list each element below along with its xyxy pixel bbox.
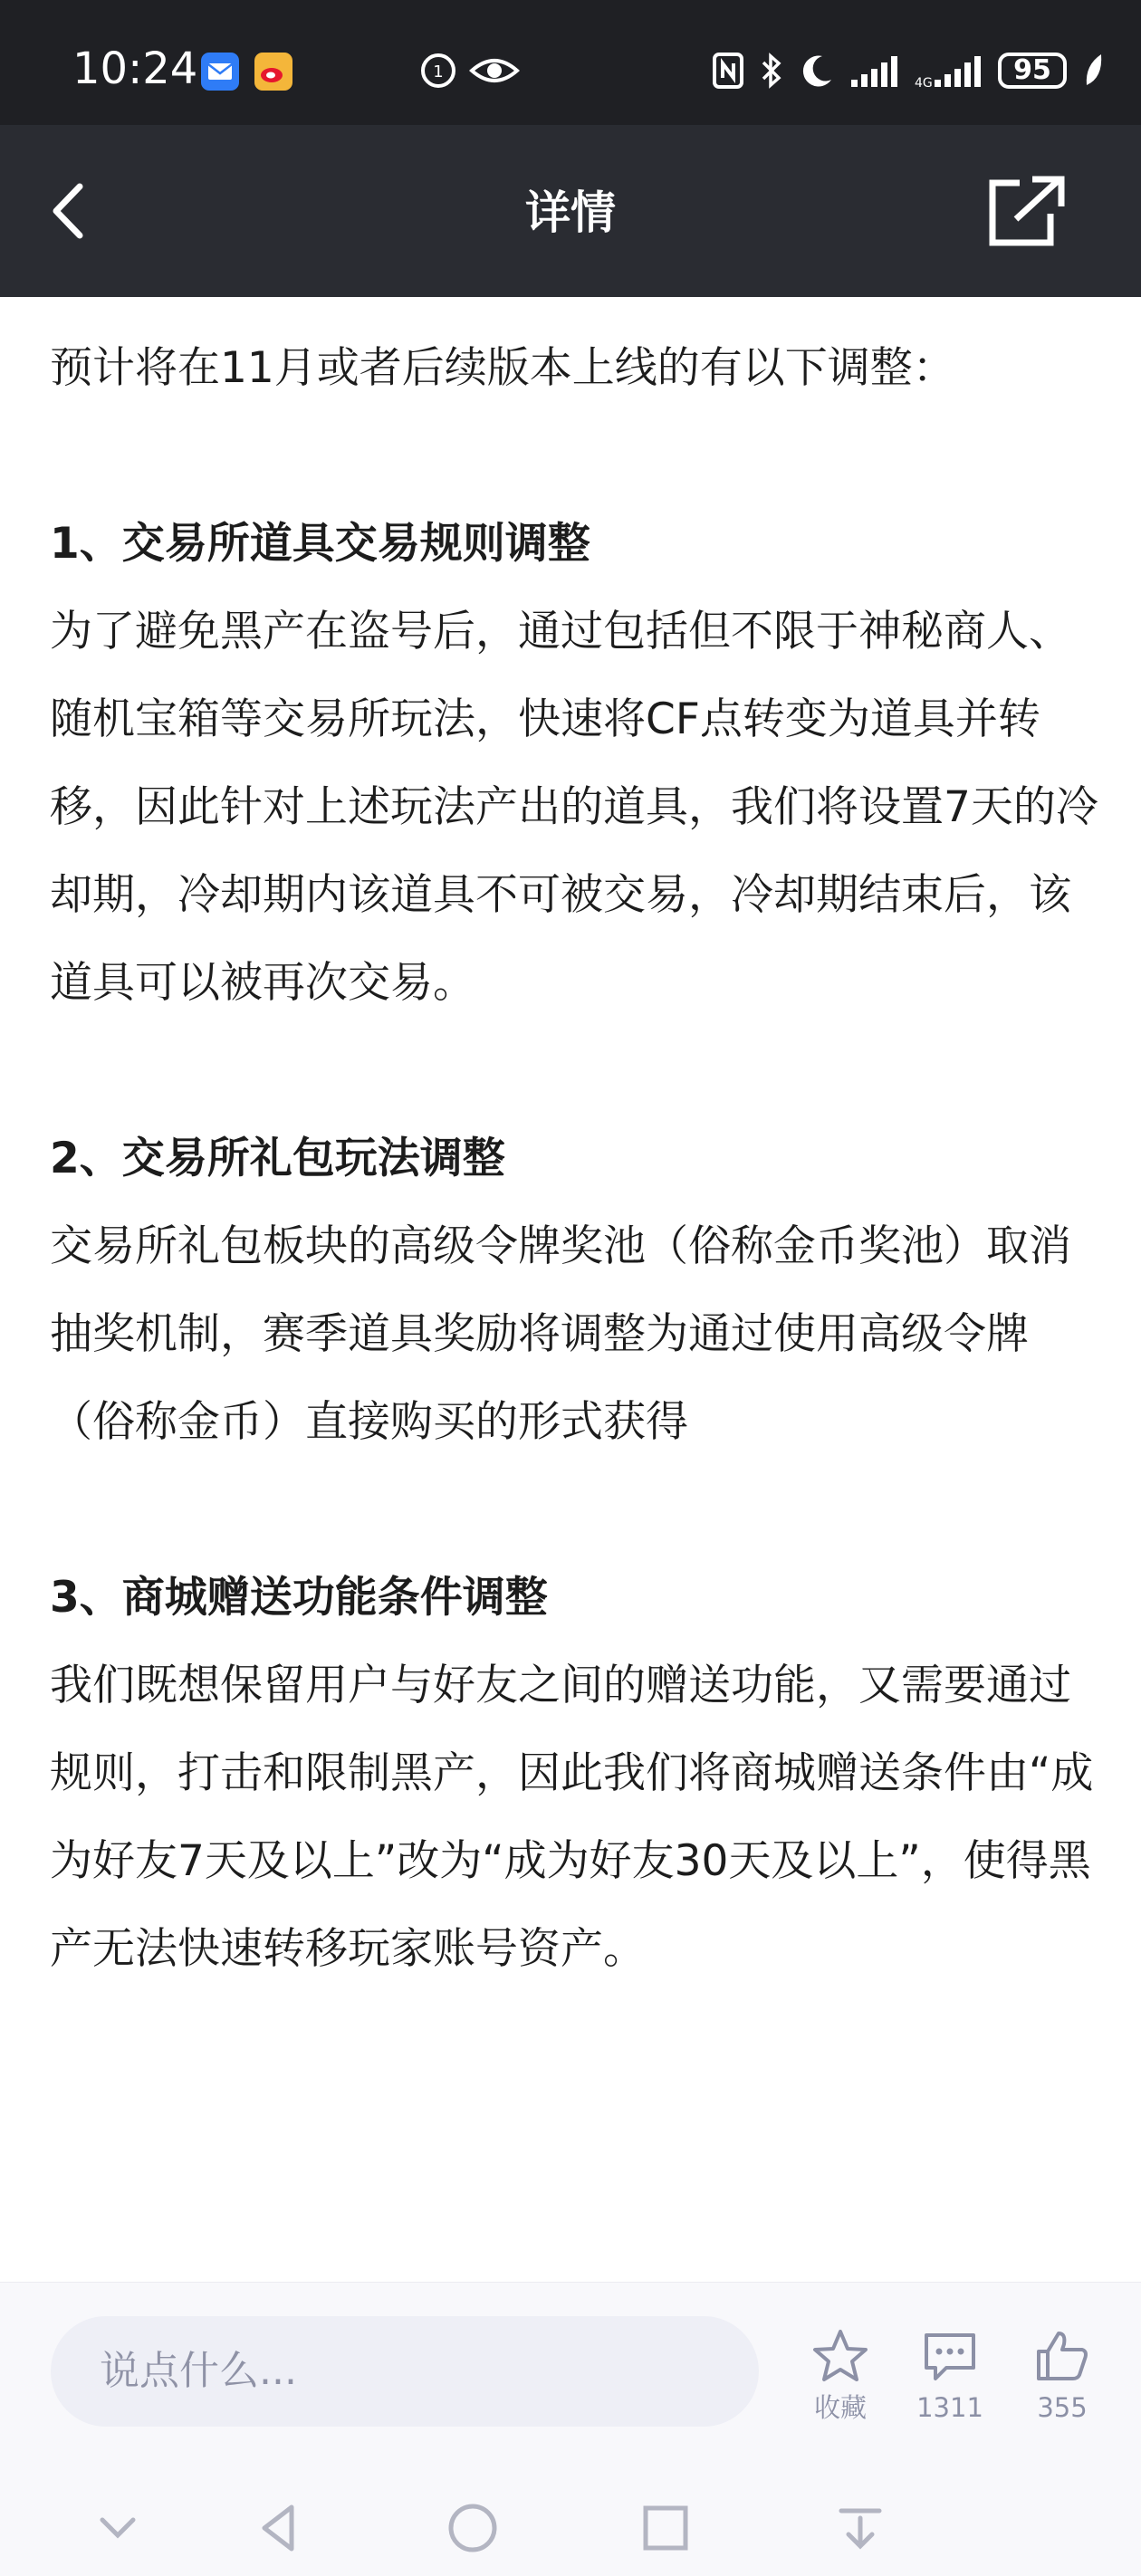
weibo-app-icon [254, 53, 292, 91]
nav-back-icon[interactable] [246, 2496, 310, 2560]
svg-text:4G: 4G [915, 76, 933, 91]
star-icon [811, 2328, 869, 2384]
leaf-icon [1081, 51, 1105, 91]
comment-icon [921, 2328, 979, 2384]
page-title: 详情 [525, 187, 616, 239]
battery-icon: 95 [998, 53, 1067, 89]
status-bar [0, 0, 1141, 125]
status-time: 10:24 [72, 43, 198, 94]
moon-icon [799, 51, 835, 91]
svg-text:1: 1 [433, 62, 444, 81]
like-count: 355 [1037, 2392, 1088, 2423]
article-body [50, 324, 1100, 2289]
data-saver-icon [418, 51, 458, 91]
nav-download-icon[interactable] [829, 2496, 892, 2560]
comment-count: 1311 [916, 2392, 983, 2423]
section-heading: 2、交易所礼包玩法调整 [50, 1134, 505, 1183]
status-icons [712, 47, 1105, 94]
eye-icon [469, 51, 520, 91]
section-heading: 3、商城赠送功能条件调整 [50, 1573, 548, 1623]
article-intro: 预计将在11月或者后续版本上线的有以下调整： [50, 343, 955, 393]
section-heading: 1、交易所道具交易规则调整 [50, 519, 590, 569]
signal-icon [849, 51, 900, 91]
section-body: 我们既想保留用户与好友之间的赠送功能，又需要通过规则，打击和限制黑产，因此我们将商城赠送条件由“成为好友7天及以上”改为“成为好友30天及以上”，使得黑产无法快速转移玩家账号资产。 [50, 1661, 1094, 1974]
chevron-down-icon[interactable] [86, 2496, 149, 2560]
top-nav-bar [0, 125, 1141, 297]
mail-app-icon [201, 53, 239, 91]
section-body: 为了避免黑产在盗号后，通过包括但不限于神秘商人、随机宝箱等交易所玩法，快速将CF点转变为道具并转移，因此针对上述玩法产出的道具，我们将设置7天的冷却期，冷却期内该道具不可被交易，冷却期结束后，该道具可以被再次交易。 [50, 607, 1098, 1008]
signal-icon [915, 51, 983, 91]
thumbs-up-icon [1033, 2328, 1091, 2384]
bluetooth-icon [759, 51, 784, 91]
favorite-button[interactable] [791, 2328, 890, 2426]
share-icon[interactable] [987, 174, 1069, 248]
comment-input[interactable]: 说点什么... [51, 2316, 759, 2427]
section-body: 交易所礼包板块的高级令牌奖池（俗称金币奖池）取消抽奖机制，赛季道具奖励将调整为通过使用高级令牌（俗称金币）直接购买的形式获得 [50, 1221, 1071, 1447]
comment-button[interactable] [900, 2328, 1000, 2426]
nfc-icon [712, 51, 744, 91]
bottom-action-bar [0, 2282, 1141, 2576]
favorite-label: 收藏 [813, 2392, 867, 2423]
like-button[interactable] [1012, 2328, 1112, 2426]
nav-recents-icon[interactable] [634, 2496, 697, 2560]
nav-home-icon[interactable] [441, 2496, 504, 2560]
